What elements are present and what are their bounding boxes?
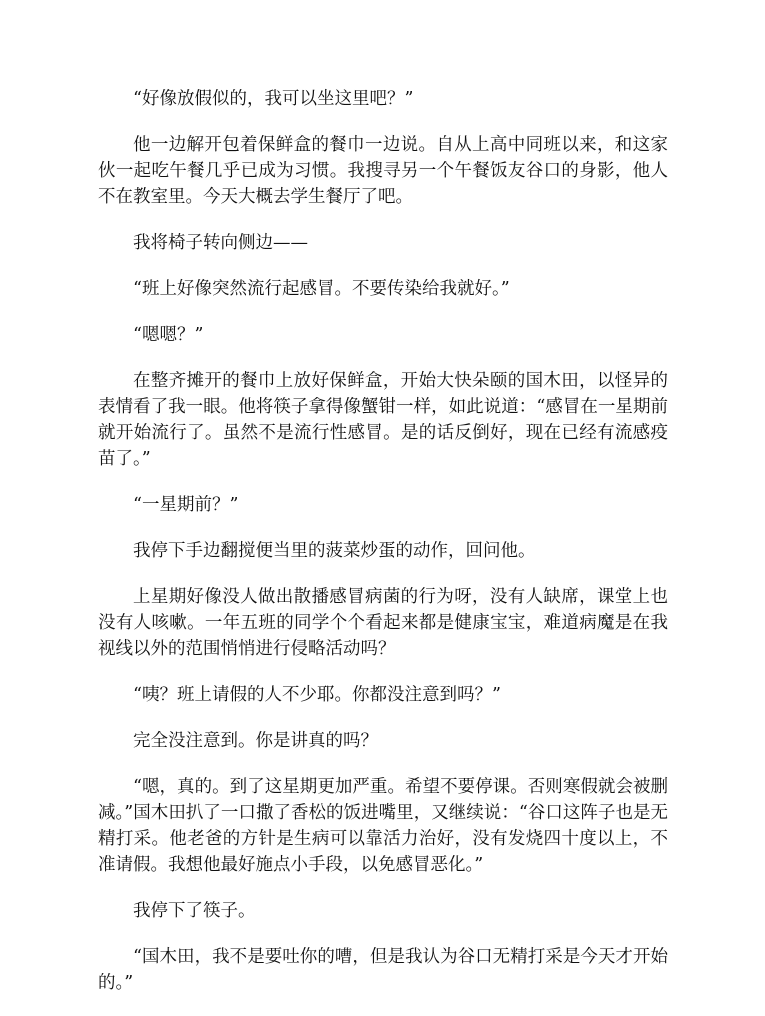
paragraph: 完全没注意到。你是讲真的吗？ [133, 731, 378, 751]
paragraph: 他一边解开包着保鲜盒的餐巾一边说。自从上高中同班以来，和这家伙一起吃午餐几乎已成为习惯。我搜寻另一个午餐饭友谷口的身影，他人不在教室里。今天大概去学生餐厅了吧。 [98, 135, 668, 207]
paragraph: “一星期前？” [133, 495, 239, 515]
paragraph: “班上好像突然流行起感冒。不要传染给我就好。” [133, 279, 510, 299]
paragraph: “国木田，我不是要吐你的嘈，但是我认为谷口无精打采是今天才开始的。” [98, 947, 668, 993]
paragraph: “咦？班上请假的人不少耶。你都没注意到吗？” [133, 685, 501, 705]
paragraph: “嗯，真的。到了这星期更加严重。希望不要停课。否则寒假就会被删减。”国木田扒了一口撒了香松的饭进嘴里，又继续说：“谷口这阵子也是无精打采。他老爸的方针是生病可以靠活力治好，没有发烧四十度以上，不准请假。我想他最好施点小手段，以免感冒恶化。” [98, 777, 668, 875]
paragraph: “嗯嗯？” [133, 325, 204, 345]
paragraph: 我停下手边翻搅便当里的菠菜炒蛋的动作，回问他。 [133, 541, 536, 561]
paragraph: 在整齐摊开的餐巾上放好保鲜盒，开始大快朵颐的国木田，以怪异的表情看了我一眼。他将筷子拿得像蟹钳一样，如此说道：“感冒在一星期前就开始流行了。虽然不是流行性感冒。是的话反倒好，现在已经有流感疫苗了。” [98, 371, 668, 469]
paragraph: 上星期好像没人做出散播感冒病菌的行为呀，没有人缺席，课堂上也没有人咳嗽。一年五班的同学个个看起来都是健康宝宝，难道病魔是在我视线以外的范围悄悄进行侵略活动吗？ [98, 587, 668, 659]
body-text [98, 86, 668, 1016]
paragraph: 我停下了筷子。 [133, 901, 256, 921]
paragraph: “好像放假似的，我可以坐这里吧？” [133, 89, 414, 109]
paragraph: 我将椅子转向侧边—— [133, 233, 308, 253]
